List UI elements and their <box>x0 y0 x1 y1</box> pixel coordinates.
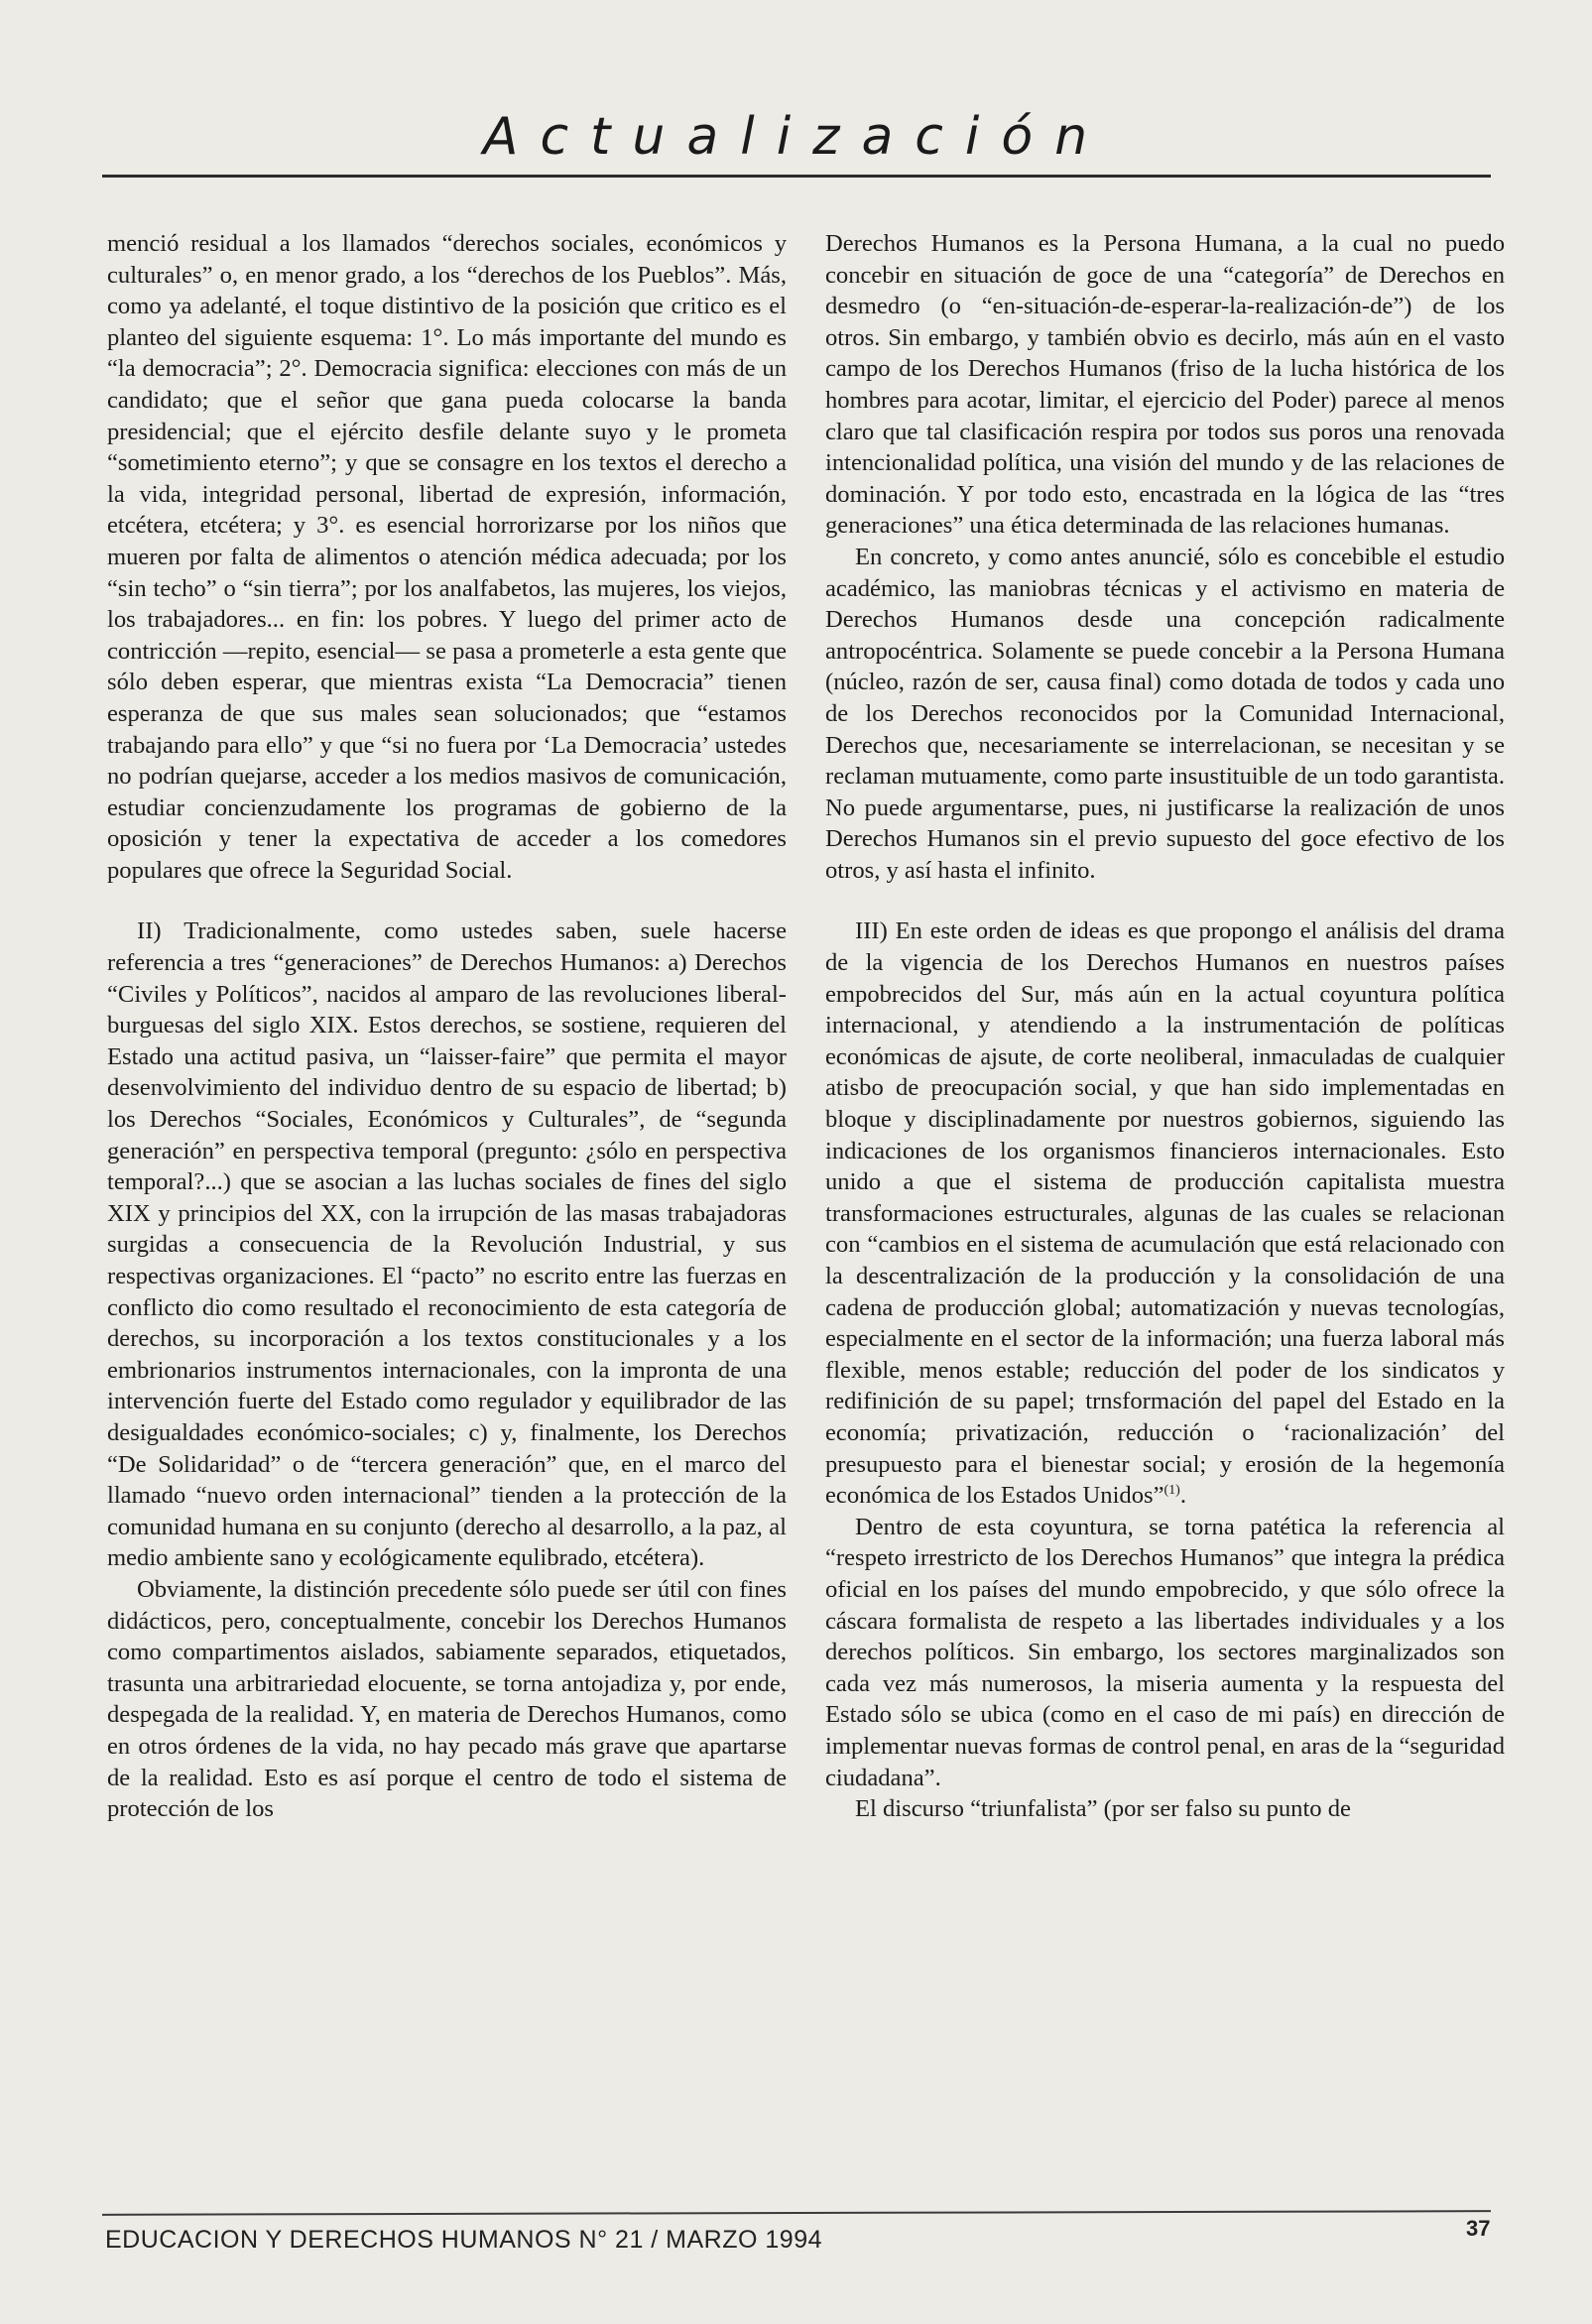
footnote-reference: (1) <box>1163 1482 1180 1498</box>
right-paragraph-2: En concreto, y como antes anuncié, sólo es concebible el estudio académico, las maniobras técnicas y el activismo en materia de Derechos Humanos desde una concepción radicalmente antropocéntrica. Solamente se puede concebir a la Persona Humana (núcleo, razón de ser, causa final) como dotada de todos y cada uno de los Derechos reconocidos por la Comunidad Internacional, Derechos que, necesariamente se interrelacionan, se necesitan y se reclaman mutuamente, como parte insustituible de un todo garantista. No puede argumentarse, pues, ni justificarse la realización de unos Derechos Humanos sin el previo supuesto del goce efectivo de los otros, y así hasta el infinito. <box>825 543 1505 884</box>
footer-rule <box>102 2210 1491 2216</box>
left-column <box>107 228 787 1825</box>
left-paragraph-2: II) Tradicionalmente, como ustedes saben, suele hacerse referencia a tres “generaciones” de Derechos Humanos: a) Derechos “Civiles y Políticos”, nacidos al amparo de las revoluciones liberal-burguesas del siglo XIX. Estos derechos, se sostiene, requieren del Estado una actitud pasiva, un “laisser-faire” que permita el mayor desenvolvimiento del individuo dentro de su espacio de libertad; b) los Derechos “Sociales, Económicos y Culturales”, de “segunda generación” en perspectiva temporal (pregunto: ¿sólo en perspectiva temporal?...) que se asocian a las luchas sociales de fines del siglo XIX y principios del XX, con la irrupción de las masas trabajadoras surgidas a consecuencia de la Revolución Industrial, y sus respectivas organizaciones. El “pacto” no escrito entre las fuerzas en conflicto dio como resultado el reconocimiento de esta categoría de derechos, su incorporación a los textos constitucionales y a los embrionarios instrumentos internacionales, con la impronta de una intervención fuerte del Estado como regulador y equilibrador de las desigualdades económico-sociales; c) y, finalmente, los Derechos “De Solidaridad” o de “tercera generación” que, en el marco del llamado “nuevo orden internacional” tienden a la protección de la comunidad humana en su conjunto (derecho al desarrollo, a la paz, al medio ambiente sano y ecológicamente equlibrado, etcétera). <box>107 917 787 1572</box>
right-paragraph-3-end: . <box>1179 1482 1186 1510</box>
header-rule <box>102 175 1491 178</box>
footer-publication: EDUCACION Y DERECHOS HUMANOS N° 21 / MARZO 1994 <box>105 2226 823 2254</box>
right-paragraph-3-text: III) En este orden de ideas es que propongo el análisis del drama de la vigencia de los Derechos Humanos en nuestros países empobrecidos del Sur, más aún en la actual coyuntura política internacional, y atendiendo a la instrumentación de políticas económicas de ajsute, de corte neoliberal, inmaculadas de cualquier atisbo de preocupación social, y que han sido implementadas en bloque y disciplinadamente por nuestros gobiernos, siguiendo las indicaciones de los organismos financieros internacionales. Esto unido a que el sistema de producción capitalista muestra transformaciones estructurales, algunas de las cuales se relacionan con “cambios en el sistema de acumulación que está relacionado con la descentralización de la producción y la consolidación de una cadena de producción global; automatización y nuevas tecnologías, especialmente en el sector de la información; una fuerza laboral más flexible, menos estable; reducción del poder de los sindicatos y redifinición de su papel; trnsformación del papel del Estado en la economía; privatización, reducción o ‘racionalización’ del presupuesto para el bienestar social; y erosión de la hegemonía económica de los Estados Unidos” <box>825 917 1505 1510</box>
right-paragraph-5: El discurso “triunfalista” (por ser falso su punto de <box>855 1795 1351 1823</box>
right-paragraph-3 <box>825 916 1505 1511</box>
section-title: Actualización <box>482 107 1110 167</box>
page-number: 37 <box>1466 2216 1491 2241</box>
right-column <box>825 228 1505 1825</box>
right-paragraph-4: Dentro de esta coyuntura, se torna patética la referencia al “respeto irrestricto de los Derechos Humanos” que integra la prédica oficial en los países del mundo empobrecido, y que sólo ofrece la cáscara formalista de respeto a las libertades individuales y a los derechos políticos. Sin embargo, los sectores marginalizados son cada vez más numerosos, la miseria aumenta y la respuesta del Estado sólo se ubica (como en el caso de mi país) en dirección de implementar nuevas formas de control penal, en aras de la “seguridad ciudadana”. <box>825 1513 1505 1791</box>
right-paragraph-1: Derechos Humanos es la Persona Humana, a la cual no puedo concebir en situación de goce de una “categoría” de Derechos en desmedro (o “en-situación-de-esperar-la-realización-de”) de los otros. Sin embargo, y también obvio es decirlo, más aún en el vasto campo de los Derechos Humanos (friso de la lucha histórica de los hombres para acotar, limitar, el ejercicio del Poder) parece al menos claro que tal clasificación respira por todos sus poros una renovada intencionalidad política, una visión del mundo y de las relaciones de dominación. Y por todo esto, encastrada en la lógica de las “tres generaciones” una ética determinada de las relaciones humanas. <box>825 230 1505 540</box>
left-paragraph-1: menció residual a los llamados “derechos sociales, económicos y culturales” o, en menor grado, a los “derechos de los Pueblos”. Más, como ya adelanté, el toque distintivo de la posición que critico es el planteo del siguiente esquema: 1°. Lo más importante del mundo es “la democracia”; 2°. Democracia significa: elecciones con más de un candidato; que el señor que gana pueda colocarse la banda presidencial; que el ejército desfile delante suyo y le prometa “sometimiento eterno”; y que se consagre en los textos el derecho a la vida, integridad personal, libertad de expresión, información, etcétera, etcétera; y 3°. es esencial horrorizarse por los niños que mueren por falta de alimentos o atención médica adecuada; por los “sin techo” o “sin tierra”; por los analfabetos, las mujeres, los viejos, los trabajadores... en fin: los pobres. Y luego del primer acto de contricción —repito, esencial— se pasa a prometerle a esta gente que sólo deben esperar, que mientras exista “La Democracia” tienen esperanza de que sus males sean solucionados; que “estamos trabajando para ello” y que “si no fuera por ‘La Democracia’ ustedes no podrían quejarse, acceder a los medios masivos de comunicación, estudiar concienzudamente los programas de gobierno de la oposición y tener la expectativa de acceder a los comedores populares que ofrece la Seguridad Social. <box>107 230 787 884</box>
left-paragraph-3: Obviamente, la distinción precedente sólo puede ser útil con fines didácticos, pero, conceptualmente, concebir los Derechos Humanos como compartimentos aislados, sabiamente separados, etiquetados, trasunta una arbitrariedad elocuente, se torna antojadiza y, por ende, despegada de la realidad. Y, en materia de Derechos Humanos, como en otros órdenes de la vida, no hay pecado más grave que apartarse de la realidad. Esto es así porque el centro de todo el sistema de protección de los <box>107 1575 787 1823</box>
